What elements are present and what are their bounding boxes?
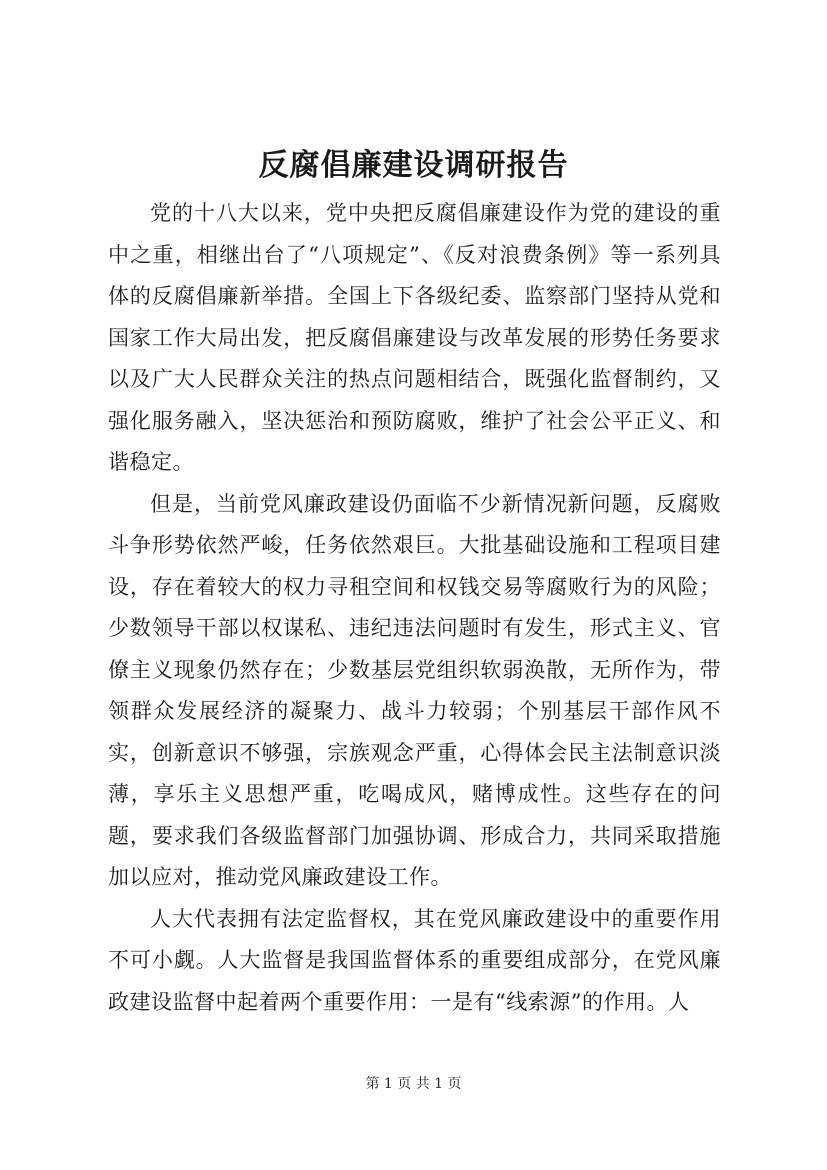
document-body [108, 193, 721, 1023]
paragraph-1: 党的十八大以来，党中央把反腐倡廉建设作为党的建设的重中之重，相继出台了“八项规定”、《反对浪费条例》等一系列具体的反腐倡廉新举措。全国上下各级纪委、监察部门坚持从党和国家工作大局出发，把反腐倡廉建设与改革发展的形势任务要求以及广大人民群众关注的热点问题相结合，既强化监督制约，又强化服务融入，坚决惩治和预防腐败，维护了社会公平正义、和谐稳定。 [108, 201, 721, 474]
paragraph-3: 人大代表拥有法定监督权，其在党风廉政建设中的重要作用不可小觑。人大监督是我国监督体系的重要组成部分，在党风廉政建设监督中起着两个重要作用：一是有“线索源”的作用。人 [108, 906, 721, 1014]
paragraph-2: 但是，当前党风廉政建设仍面临不少新情况新问题，反腐败斗争形势依然严峻，任务依然艰巨。大批基础设施和工程项目建设，存在着较大的权力寻租空间和权钱交易等腐败行为的风险；少数领导干部以权谋私、违纪违法问题时有发生，形式主义、官僚主义现象仍然存在；少数基层党组织软弱涣散，无所作为，带领群众发展经济的凝聚力、战斗力较弱；个别基层干部作风不实，创新意识不够强，宗族观念严重，心得体会民主法制意识淡薄，享乐主义思想严重，吃喝成风，赌博成性。这些存在的问题，要求我们各级监督部门加强协调、形成合力，共同采取措施加以应对，推动党风廉政建设工作。 [108, 491, 721, 889]
document-title: 反腐倡廉建设调研报告 [258, 148, 569, 183]
page-footer: 第 1 页 共 1 页 [365, 1076, 462, 1092]
